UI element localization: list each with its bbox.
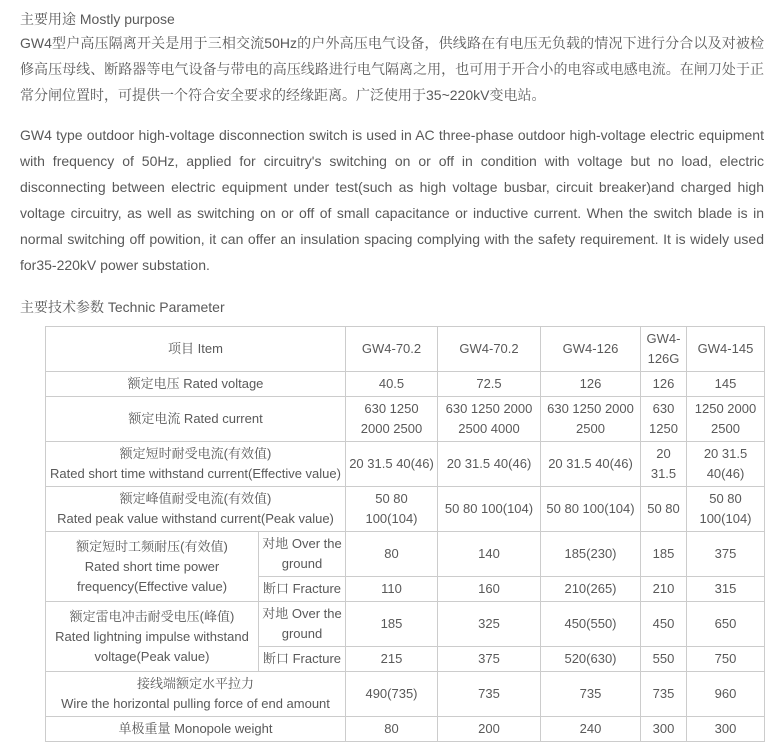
cell-power-frequency-ground-3: 185(230) [541, 532, 641, 577]
cell-rated-current-3: 630 1250 2000 2500 [541, 397, 641, 442]
cell-peak-current-1: 50 80 100(104) [346, 487, 438, 532]
cell-lightning-impulse-fracture-4: 550 [641, 647, 687, 672]
cell-rated-voltage-2: 72.5 [438, 372, 541, 397]
row-label-rated-voltage: 额定电压 Rated voltage [46, 372, 346, 397]
row-label-short-time-current [46, 442, 346, 487]
purpose-paragraph-english: GW4 type outdoor high-voltage disconnection switch is used in AC three-phase outdoor high-voltage electric equipment with frequency of 50Hz, applied for circuitry's switching on or off in condition with voltage but no load, electric disconnecting between electric equipment under test(such as high voltage busbar, circuit breaker)and charged high voltage circuitry, as well as switching on or off of small capacitance or inductive current. When the switch blade is in normal switching off powition, it can offer an insulation spacing complying with the safety requirement. It is widely used for35-220kV power substation. [20, 127, 764, 273]
cell-short-time-current-5: 20 31.5 40(46) [687, 442, 765, 487]
cell-peak-current-3: 50 80 100(104) [541, 487, 641, 532]
cell-short-time-current-4: 20 31.5 [641, 442, 687, 487]
cell-peak-current-5: 50 80 100(104) [687, 487, 765, 532]
column-header-gw4-126g: GW4-126G [641, 327, 687, 372]
cell-rated-current-5: 1250 2000 2500 [687, 397, 765, 442]
cell-rated-voltage-1: 40.5 [346, 372, 438, 397]
technic-parameter-title: 主要技术参数 Technic Parameter [20, 299, 225, 315]
cell-monopole-weight-5: 300 [687, 717, 765, 742]
cell-lightning-impulse-ground-2: 325 [438, 602, 541, 647]
cell-short-time-current-2: 20 31.5 40(46) [438, 442, 541, 487]
cell-power-frequency-fracture-4: 210 [641, 577, 687, 602]
cell-pulling-force-5: 960 [687, 672, 765, 717]
cell-lightning-impulse-fracture-5: 750 [687, 647, 765, 672]
purpose-paragraph-chinese: GW4型户高压隔离开关是用于三相交流50Hz的户外高压电气设备，供线路在有电压无负载的情况下进行分合以及对被检修高压母线、断路器等电气设备与带电的高压线路进行电气隔离之用，也可用于开合小的电容或电感电流。在闸刀处于正常分闸位置时，可提供一个符合安全要求的经缘距离。广泛使用于35~220kV变电站。 [20, 35, 764, 103]
cell-pulling-force-4: 735 [641, 672, 687, 717]
label-chinese: 额定短时耐受电流(有效值) [119, 446, 272, 461]
table-row-rated-voltage [46, 372, 765, 397]
row-label-power-frequency [46, 532, 259, 602]
cell-lightning-impulse-ground-3: 450(550) [541, 602, 641, 647]
column-header-gw4-70-2-a: GW4-70.2 [346, 327, 438, 372]
cell-short-time-current-1: 20 31.5 40(46) [346, 442, 438, 487]
cell-power-frequency-fracture-5: 315 [687, 577, 765, 602]
mostly-purpose-section [20, 8, 764, 278]
cell-lightning-impulse-ground-5: 650 [687, 602, 765, 647]
cell-power-frequency-fracture-1: 110 [346, 577, 438, 602]
cell-pulling-force-3: 735 [541, 672, 641, 717]
cell-monopole-weight-3: 240 [541, 717, 641, 742]
cell-rated-current-1: 630 1250 2000 2500 [346, 397, 438, 442]
cell-power-frequency-ground-1: 80 [346, 532, 438, 577]
cell-rated-current-4: 630 1250 [641, 397, 687, 442]
table-row-monopole-weight [46, 717, 765, 742]
row-label-monopole-weight: 单极重量 Monopole weight [46, 717, 346, 742]
row-label-lightning-impulse [46, 602, 259, 672]
technic-parameter-table [45, 326, 765, 742]
cell-pulling-force-1: 490(735) [346, 672, 438, 717]
cell-power-frequency-ground-5: 375 [687, 532, 765, 577]
cell-lightning-impulse-fracture-3: 520(630) [541, 647, 641, 672]
sub-label-fracture: 断口 Fracture [259, 577, 346, 602]
row-label-rated-current: 额定电流 Rated current [46, 397, 346, 442]
cell-power-frequency-fracture-3: 210(265) [541, 577, 641, 602]
column-header-gw4-126: GW4-126 [541, 327, 641, 372]
column-header-gw4-145: GW4-145 [687, 327, 765, 372]
label-chinese: 额定短时工频耐压(有效值) [76, 538, 228, 554]
table-row-rated-current [46, 397, 765, 442]
technic-parameter-section [20, 296, 764, 742]
cell-rated-current-2: 630 1250 2000 2500 4000 [438, 397, 541, 442]
sub-label-over-the-ground: 对地 Over the ground [259, 602, 346, 647]
cell-rated-voltage-5: 145 [687, 372, 765, 397]
cell-lightning-impulse-fracture-2: 375 [438, 647, 541, 672]
cell-lightning-impulse-ground-4: 450 [641, 602, 687, 647]
table-row-lightning-impulse-ground [46, 602, 765, 647]
label-chinese: 额定峰值耐受电流(有效值) [119, 491, 272, 506]
label-english: Rated short time withstand current(Effective value) [50, 466, 341, 481]
cell-short-time-current-3: 20 31.5 40(46) [541, 442, 641, 487]
sub-label-over-the-ground: 对地 Over the ground [259, 532, 346, 577]
cell-monopole-weight-1: 80 [346, 717, 438, 742]
column-header-gw4-70-2-b: GW4-70.2 [438, 327, 541, 372]
table-row-short-time-current [46, 442, 765, 487]
mostly-purpose-title: 主要用途 Mostly purpose [20, 11, 175, 27]
label-chinese: 额定雷电冲击耐受电压(峰值) [69, 608, 235, 624]
cell-peak-current-4: 50 80 [641, 487, 687, 532]
table-row-peak-current [46, 487, 765, 532]
cell-lightning-impulse-ground-1: 185 [346, 602, 438, 647]
cell-power-frequency-ground-4: 185 [641, 532, 687, 577]
label-chinese: 接线端额定水平拉力 [136, 676, 254, 691]
cell-power-frequency-fracture-2: 160 [438, 577, 541, 602]
table-row-pulling-force [46, 672, 765, 717]
label-english: Wire the horizontal pulling force of end amount [61, 696, 330, 711]
cell-monopole-weight-4: 300 [641, 717, 687, 742]
cell-peak-current-2: 50 80 100(104) [438, 487, 541, 532]
cell-power-frequency-ground-2: 140 [438, 532, 541, 577]
label-english: Rated short time power frequency(Effective value) [76, 558, 228, 594]
cell-rated-voltage-4: 126 [641, 372, 687, 397]
label-english: Rated lightning impulse withstand voltage(Peak value) [55, 628, 249, 664]
row-label-peak-current [46, 487, 346, 532]
sub-label-fracture: 断口 Fracture [259, 647, 346, 672]
cell-rated-voltage-3: 126 [541, 372, 641, 397]
cell-pulling-force-2: 735 [438, 672, 541, 717]
cell-lightning-impulse-fracture-1: 215 [346, 647, 438, 672]
column-header-item: 项目 Item [46, 327, 346, 372]
cell-monopole-weight-2: 200 [438, 717, 541, 742]
table-header-row [46, 327, 765, 372]
row-label-pulling-force [46, 672, 346, 717]
table-row-power-frequency-ground [46, 532, 765, 577]
label-english: Rated peak value withstand current(Peak value) [57, 511, 334, 526]
